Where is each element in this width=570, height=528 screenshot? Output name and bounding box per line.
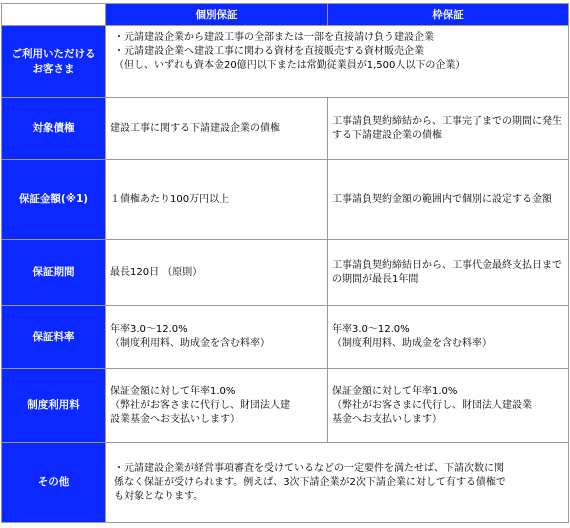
customers-line-1: ・元請建設企業から建設工事の全部または一部を直接請け負う建設企業 [114, 32, 434, 43]
other-line-2: 係なく保証が受けられます。例えば、3次下請企業が2次下請企業に対して有する債権で [114, 476, 506, 488]
rate-frame-line-2: （制度利用料、助成金を含む料率） [332, 338, 492, 349]
fee-individual-line-2: （弊社がお客さまに代行し、財団法人建 [110, 399, 290, 411]
fee-frame-line-3: 基金へお支払いします） [332, 413, 442, 425]
period-individual: 最長120日 （原則） [106, 240, 328, 306]
other-cell [106, 443, 569, 523]
row-header-customers-line-2: お客さま [32, 62, 75, 75]
row-header-claims: 対象債権 [2, 98, 106, 160]
rate-individual-line-1: 年率3.0～12.0% [110, 324, 188, 335]
row-header-fee: 制度利用料 [2, 369, 106, 443]
rate-individual-line-2: （制度利用料、助成金を含む料率） [110, 338, 270, 349]
guarantee-comparison-table [1, 3, 569, 523]
fee-individual [106, 369, 328, 443]
row-header-rate: 保証料率 [2, 306, 106, 369]
column-header-individual: 個別保証 [106, 4, 328, 26]
other-line-3: も対象となります。 [114, 490, 204, 502]
row-header-amount: 保証金額(※1) [2, 160, 106, 240]
amount-frame: 工事請負契約金額の範囲内で個別に設定する金額 [328, 160, 569, 240]
row-header-period: 保証期間 [2, 240, 106, 306]
fee-individual-line-3: 設業基金へお支払いします） [110, 413, 240, 425]
amount-individual: １債権あたり100万円以上 [106, 160, 328, 240]
row-header-other: その他 [2, 443, 106, 523]
claims-individual: 建設工事に関する下請建設企業の債権 [106, 98, 328, 160]
period-frame: 工事請負契約締結日から、工事代金最終支払日までの期間が最長1年間 [328, 240, 569, 306]
customers-line-2: ・元請建設企業へ建設工事に関わる資材を直接販売する資材販売企業 [114, 46, 424, 57]
row-header-customers-line-1: ご利用いただける [11, 47, 96, 60]
fee-frame-line-1: 保証金額に対して年率1.0% [332, 385, 458, 397]
rate-frame-line-1: 年率3.0～12.0% [332, 324, 410, 335]
fee-frame-line-2: （弊社がお客さまに代行し、財団法人建設業 [332, 399, 532, 411]
fee-frame [328, 369, 569, 443]
rate-frame [328, 306, 569, 369]
row-header-customers [2, 26, 106, 98]
fee-individual-line-1: 保証金額に対して年率1.0% [110, 385, 236, 397]
claims-frame: 工事請負契約締結から、工事完了までの期間に発生する下請建設企業の債権 [328, 98, 569, 160]
customers-cell [106, 26, 569, 98]
customers-line-3: （但し、いずれも資本金20億円以下または常勤従業員が1,500人以下の企業） [114, 60, 466, 71]
rate-individual [106, 306, 328, 369]
other-line-1: ・元請建設企業が経営事項審査を受けているなどの一定要件を満たせば、下請次数に関 [114, 462, 504, 474]
column-header-frame: 枠保証 [328, 4, 569, 26]
corner-cell [2, 4, 106, 26]
